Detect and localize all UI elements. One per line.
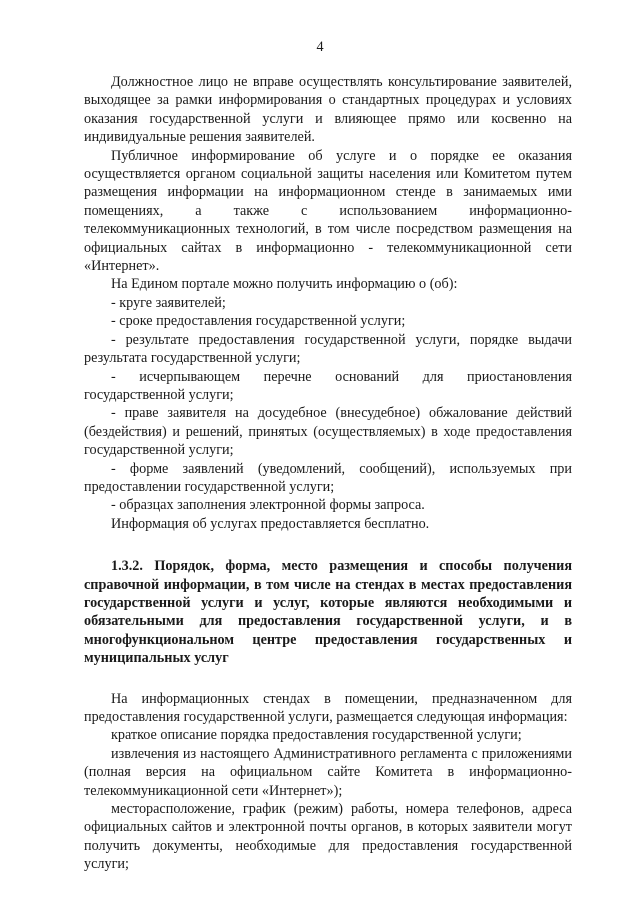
list-item-suspension-grounds: - исчерпывающем перечне оснований для приостановления государственной услуги;	[84, 368, 572, 403]
list-item-result: - результате предоставления государственной услуги, порядке выдачи результата государственной услуги;	[84, 331, 572, 367]
list-item-term: - сроке предоставления государственной услуги;	[111, 313, 406, 330]
list-item-application-forms: - форме заявлений (уведомлений, сообщений), используемых при предоставлении государственной услуги;	[84, 460, 572, 495]
paragraph-stands-info: На информационных стендах в помещении, предназначенном для предоставления государственной услуги, размещается следующая информация:	[84, 690, 572, 725]
document-body	[84, 73, 572, 874]
list-item-electronic-samples: - образцах заполнения электронной формы запроса.	[111, 497, 425, 514]
paragraph-portal-intro: На Едином портале можно получить информацию о (об):	[111, 276, 458, 293]
section-heading: 1.3.2. Порядок, форма, место размещения и способы получения справочной информации, в том числе на стендах в местах предоставления государственной услуги и услуг, которые являются необходимыми и обязательными для предоставления государственной услуги, и в многофункциональном центре предоставления государственных и муниципальных услуг	[84, 558, 572, 667]
paragraph-brief-description: краткое описание порядка предоставления государственной услуги;	[111, 727, 522, 744]
paragraph-regulation-extracts: извлечения из настоящего Административного регламента с приложениями (полная версия на официальном сайте Комитета в информационно-телекоммуникационной сети «Интернет»);	[84, 745, 572, 799]
page-number: 4	[316, 39, 324, 55]
paragraph-free-of-charge: Информация об услугах предоставляется бесплатно.	[111, 515, 430, 532]
list-item-applicants: - круге заявителей;	[111, 294, 226, 311]
paragraph-location-schedule: месторасположение, график (режим) работы, номера телефонов, адреса официальных сайтов и электронной почты органов, в которых заявители могут получить документы, необходимые для предоставления государственной услуги;	[84, 801, 572, 873]
paragraph-consulting-limits: Должностное лицо не вправе осуществлять консультирование заявителей, выходящее за рамки информирования о стандартных процедурах и условиях оказания государственной услуги и влияющее прямо или косвенно на индивидуальные решения заявителей.	[84, 74, 572, 146]
list-item-appeal-right: - праве заявителя на досудебное (внесудебное) обжалование действий (бездействия) и решений, принятых (осуществляемых) в ходе предоставления государственной услуги;	[84, 405, 572, 459]
paragraph-public-informing: Публичное информирование об услуге и о порядке ее оказания осуществляется органом социальной защиты населения или Комитетом путем размещения информации на информационном стенде в занимаемых ими помещениях, а также с использованием информационно-телекоммуникационных технологий, в том числе посредством размещения на официальных сайтах в информационно - телекоммуникационной сети «Интернет».	[84, 147, 572, 275]
